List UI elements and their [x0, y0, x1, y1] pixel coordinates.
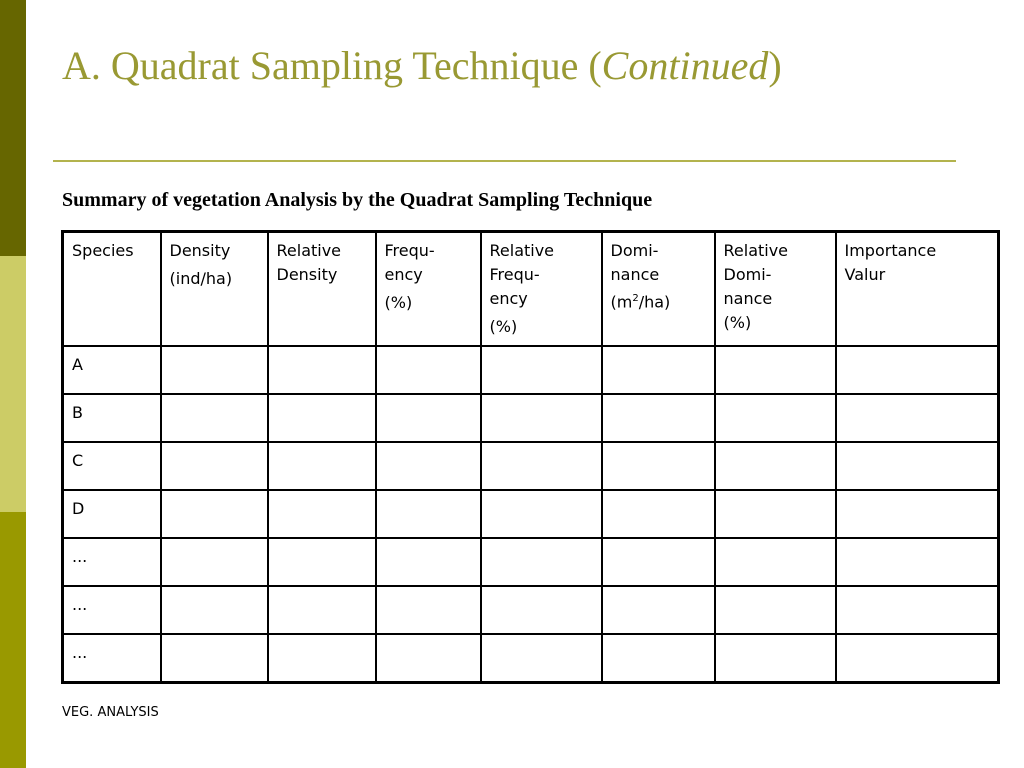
sidebar-decoration-middle — [0, 256, 26, 512]
empty-cell — [268, 442, 376, 490]
empty-cell — [161, 442, 268, 490]
empty-cell — [836, 346, 999, 394]
empty-cell — [715, 634, 836, 682]
species-cell: ... — [63, 634, 161, 682]
empty-cell — [715, 538, 836, 586]
header-density: Density (ind/ha) — [161, 232, 268, 347]
title-divider — [53, 160, 956, 162]
empty-cell — [481, 442, 602, 490]
table-row — [63, 586, 999, 634]
empty-cell — [161, 490, 268, 538]
empty-cell — [161, 346, 268, 394]
empty-cell — [602, 346, 715, 394]
table-caption: Summary of vegetation Analysis by the Quadrat Sampling Technique — [62, 189, 653, 211]
empty-cell — [268, 490, 376, 538]
species-cell: ... — [63, 586, 161, 634]
header-frequency: Frequ- ency (%) — [376, 232, 481, 347]
sidebar-decoration-bottom — [0, 512, 26, 768]
empty-cell — [161, 538, 268, 586]
header-species: Species — [63, 232, 161, 347]
sidebar-decoration-top — [0, 0, 26, 256]
empty-cell — [481, 634, 602, 682]
empty-cell — [715, 442, 836, 490]
table-row — [63, 346, 999, 394]
slide-title — [62, 38, 782, 94]
empty-cell — [161, 394, 268, 442]
empty-cell — [376, 634, 481, 682]
empty-cell — [836, 394, 999, 442]
empty-cell — [602, 394, 715, 442]
empty-cell — [268, 634, 376, 682]
empty-cell — [268, 346, 376, 394]
empty-cell — [481, 490, 602, 538]
table-row — [63, 490, 999, 538]
empty-cell — [836, 586, 999, 634]
empty-cell — [481, 538, 602, 586]
empty-cell — [376, 442, 481, 490]
species-cell: ... — [63, 538, 161, 586]
header-relative-frequency: Relative Frequ- ency (%) — [481, 232, 602, 347]
empty-cell — [376, 346, 481, 394]
empty-cell — [602, 538, 715, 586]
header-relative-density: Relative Density — [268, 232, 376, 347]
empty-cell — [376, 490, 481, 538]
slide-title-italic: Continued — [601, 43, 769, 88]
table-row — [63, 538, 999, 586]
empty-cell — [161, 586, 268, 634]
table-row — [63, 442, 999, 490]
header-importance-value: Importance Valur — [836, 232, 999, 347]
empty-cell — [376, 394, 481, 442]
empty-cell — [268, 394, 376, 442]
empty-cell — [268, 538, 376, 586]
slide-title-main: A. Quadrat Sampling Technique ( — [62, 43, 602, 88]
empty-cell — [481, 586, 602, 634]
species-cell: D — [63, 490, 161, 538]
empty-cell — [268, 586, 376, 634]
species-cell: A — [63, 346, 161, 394]
empty-cell — [481, 346, 602, 394]
empty-cell — [376, 586, 481, 634]
table-header-row — [63, 232, 999, 347]
empty-cell — [481, 394, 602, 442]
species-cell: C — [63, 442, 161, 490]
empty-cell — [602, 442, 715, 490]
empty-cell — [715, 346, 836, 394]
species-cell: B — [63, 394, 161, 442]
empty-cell — [836, 442, 999, 490]
empty-cell — [602, 586, 715, 634]
empty-cell — [602, 634, 715, 682]
empty-cell — [715, 586, 836, 634]
empty-cell — [836, 490, 999, 538]
table-row — [63, 634, 999, 682]
empty-cell — [161, 634, 268, 682]
vegetation-summary-table — [61, 230, 1000, 684]
empty-cell — [715, 490, 836, 538]
empty-cell — [376, 538, 481, 586]
slide-title-close: ) — [768, 43, 782, 88]
footer-label: VEG. ANALYSIS — [62, 705, 159, 720]
empty-cell — [836, 634, 999, 682]
empty-cell — [836, 538, 999, 586]
table-row — [63, 394, 999, 442]
empty-cell — [602, 490, 715, 538]
header-dominance: Domi- nance $(m^2/ha)$ — [602, 232, 715, 347]
empty-cell — [715, 394, 836, 442]
header-relative-dominance: Relative Domi- nance (%) — [715, 232, 836, 347]
